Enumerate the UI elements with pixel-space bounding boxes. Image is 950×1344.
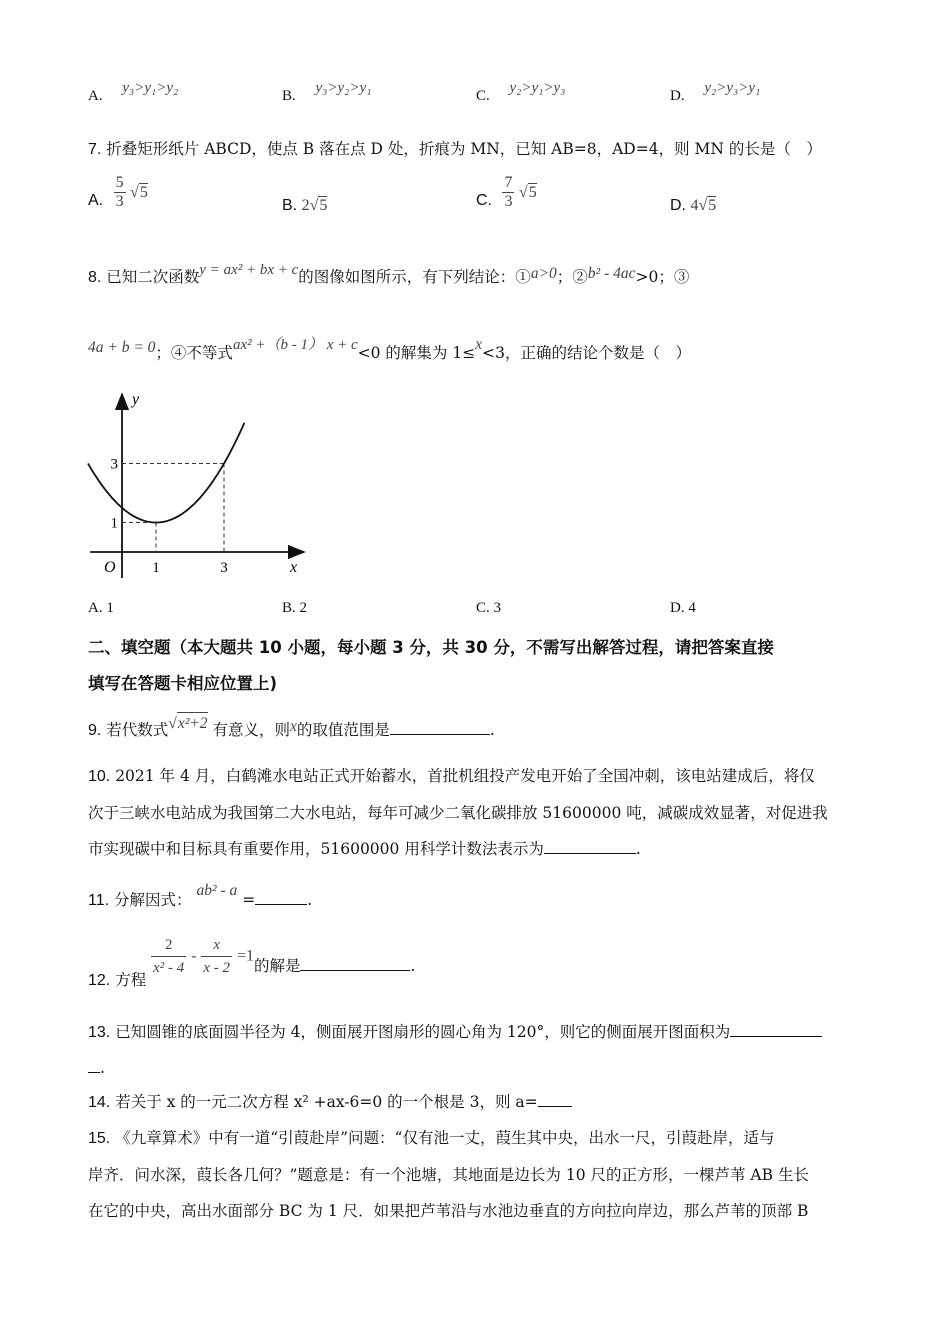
q11-expression: ab² - a [196, 882, 238, 899]
q8-function: y = ax² + bx + c [199, 262, 299, 278]
q10-answer-blank [544, 837, 636, 854]
q7-option-b-label: B. [282, 197, 298, 214]
q8-conclusion-1: a>0 [530, 265, 557, 282]
question-14 [88, 1090, 572, 1114]
q12-fraction-1 [151, 934, 186, 979]
section-2-title-line2: 填写在答题卡相应位置上) [88, 674, 278, 693]
q13-answer-blank-tail [88, 1056, 100, 1073]
q7-b-coef: 2 [301, 197, 310, 214]
q8-c4-end: <3，正确的结论个数是（ ） [482, 344, 691, 362]
q6-option-a [88, 80, 179, 105]
parabola-curve [88, 423, 244, 523]
q6-option-d-label: D. [670, 88, 685, 104]
q7-option-c-label: C. [476, 191, 492, 209]
q6-option-b [282, 80, 372, 105]
q7-a-denominator: 3 [115, 193, 124, 210]
q7-d-radicand: 5 [708, 197, 717, 214]
x-tick-1: 1 [152, 560, 160, 576]
q8-option-c: C. 3 [476, 600, 502, 616]
q7-option-a-label: A. [88, 191, 104, 209]
origin-label: O [104, 559, 116, 576]
q8-option-d: D. 4 [670, 600, 696, 616]
q8-c4-prefix: ；④不等式 [155, 344, 233, 362]
q11-number: 11. [88, 892, 110, 909]
q7-option-a-fraction [114, 174, 126, 211]
y-tick-1: 1 [110, 515, 118, 532]
q9-pre: 若代数式 [106, 721, 169, 739]
q11-pre: 分解因式： [114, 891, 192, 909]
q8-c4-x: x [475, 336, 483, 353]
q12-rhs: =1 [236, 947, 254, 965]
q8-conclusion-4: ax² +（b - 1） x + c [232, 337, 358, 353]
question-11: 11. 分解因式： ab² - a = . [88, 882, 313, 909]
q6-option-b-label: B. [282, 88, 296, 104]
question-15 [88, 1120, 864, 1229]
question-10: 10. 2021 年 4 月，白鹤滩水电站正式开始蓄水，首批机组投产发电开始了全国冲刺，该电站建成后，将仅 次于三峡水电站成为我国第二大水电站，每年可减少二氧化碳排放 51600000 吨，减碳成效显著，对促进我 市实现碳中和目标具有重要作用，51600000 用科学计数法表示为 . [88, 758, 864, 867]
x-tick-3: 3 [220, 560, 228, 576]
q8-parabola-graph [82, 386, 312, 586]
q12-minus: - [191, 947, 197, 965]
q8-c4-tail: <0 的解集为 1≤ [357, 344, 476, 362]
q12-pre: 方程 [115, 970, 147, 989]
question-8-line2 [88, 336, 691, 365]
q12-f2-numerator: x [213, 937, 220, 953]
q10-number: 10. [88, 768, 111, 785]
q8-mid: 的图像如图所示，有下列结论：① [298, 268, 531, 286]
q9-post: 有意义，则 [212, 721, 291, 739]
q12-f1-numerator: 2 [164, 937, 173, 953]
q9-number: 9. [88, 722, 102, 739]
q6-option-c-label: C. [476, 88, 490, 104]
q10-line3: 市实现碳中和目标具有重要作用，51600000 用科学计数法表示为 [88, 840, 544, 858]
q7-c-radicand: 5 [528, 183, 537, 201]
q12-f1-denominator: x² - 4 [151, 956, 186, 979]
q6-option-b-expr: y₃>y₂>y₁ [315, 80, 372, 96]
q8-prefix: 已知二次函数 [106, 268, 200, 286]
q13-number: 13. [88, 1024, 111, 1041]
q12-number: 12. [88, 971, 111, 989]
q12-f2-denominator: x - 2 [201, 956, 232, 979]
q9-answer-blank [390, 718, 490, 735]
q10-line1: 2021 年 4 月，白鹤滩水电站正式开始蓄水，首批机组投产发电开始了全国冲刺，该电站建成后，将仅 [115, 767, 815, 785]
q7-b-radicand: 5 [319, 197, 328, 214]
q6-option-a-expr: y₃>y₁>y₂ [122, 80, 179, 96]
q7-number: 7. [88, 141, 102, 158]
q7-a-radicand: 5 [139, 183, 148, 201]
q8-c2-tail: >0；③ [635, 268, 690, 286]
question-12: 12. 方程 $\frac{2}{\text{x² - 4}}$ - $\frac{x}{x - 2}$ =1的解是 . [88, 934, 415, 979]
q8-option-b: B. 2 [282, 600, 308, 616]
q11-eq: = [242, 891, 256, 909]
q6-option-c [476, 80, 566, 105]
q6-option-c-expr: y₂>y₁>y₃ [509, 80, 566, 96]
question-9: 9. 若代数式√x²+2 有意义，则x的取值范围是 . [88, 718, 495, 742]
q9-radicand: x²+2 [177, 712, 208, 735]
q7-option-a: A. $\frac{5}{3}$ √5 [88, 174, 148, 210]
q6-option-a-label: A. [88, 88, 103, 104]
q14-text: 若关于 x 的一元二次方程 x² +ax-6=0 的一个根是 3，则 a= [115, 1093, 538, 1111]
q14-answer-blank [538, 1090, 572, 1107]
y-axis-label: y [132, 391, 140, 408]
q7-d-coef: 4 [690, 197, 699, 214]
q8-conclusion-3: 4a + b = 0 [88, 339, 156, 356]
q13-line1: 已知圆锥的底面圆半径为 4，侧面展开图扇形的圆心角为 120°，则它的侧面展开图面积为 [115, 1023, 731, 1041]
q8-option-a: A. 1 [88, 600, 114, 616]
q15-line3: 在它的中央，高出水面部分 BC 为 1 尺．如果把芦苇沿与水池边垂直的方向拉向岸边，那么芦苇的顶部 B [88, 1202, 809, 1220]
q7-option-c: C. $\frac{7}{3}$ √5 [476, 174, 537, 210]
q13-blank-continuation: . [88, 1056, 105, 1079]
q12-answer-blank [300, 954, 410, 971]
q15-number: 15. [88, 1130, 111, 1147]
q7-option-d-label: D. [670, 197, 686, 214]
q9-tail: 的取值范围是 [296, 721, 390, 739]
q7-option-d: D. 4√5 [670, 197, 717, 214]
q13-answer-blank [730, 1020, 822, 1037]
q15-line1: 《九章算术》中有一道“引葭赴岸”问题：“仅有池一丈，葭生其中央，出水一尺，引葭赴岸，适与 [115, 1129, 775, 1147]
q7-option-b: B. 2√5 [282, 197, 328, 214]
q11-answer-blank [255, 888, 307, 905]
question-8-line1 [88, 262, 690, 289]
q7-c-numerator: 7 [504, 174, 513, 191]
q7-option-c-fraction [502, 174, 514, 211]
question-13 [88, 1020, 822, 1044]
q7-a-numerator: 5 [115, 174, 124, 191]
q7-c-denominator: 3 [504, 193, 513, 210]
question-7 [88, 138, 822, 161]
q9-var: x [290, 718, 297, 735]
q10-line2: 次于三峡水电站成为我国第二大水电站，每年可减少二氧化碳排放 51600000 吨，减碳成效显著，对促进我 [88, 804, 828, 822]
q14-number: 14. [88, 1094, 111, 1111]
q8-sep2: ；② [556, 268, 588, 286]
q6-option-d-expr: y₂>y₃>y₁ [704, 80, 761, 96]
q7-text: 折叠矩形纸片 ABCD，使点 B 落在点 D 处，折痕为 MN，已知 AB=8，AD=4，则 MN 的长是（ ） [106, 140, 822, 158]
q8-conclusion-2: b² - 4ac [587, 265, 636, 282]
x-axis-label: x [290, 559, 298, 576]
y-tick-3: 3 [110, 456, 118, 473]
q6-option-d [670, 80, 761, 105]
q8-number: 8. [88, 269, 102, 286]
q12-fraction-2 [201, 934, 232, 979]
q15-line2: 岸齐．问水深，葭长各几何？”题意是：有一个池塘，其地面是边长为 10 尺的正方形，一棵芦苇 AB 生长 [88, 1166, 809, 1184]
q12-post: 的解是 [253, 956, 301, 975]
section-2-title-line1: 二、填空题（本大题共 10 小题，每小题 3 分，共 30 分，不需写出解答过程，请把答案直接 [88, 638, 774, 657]
